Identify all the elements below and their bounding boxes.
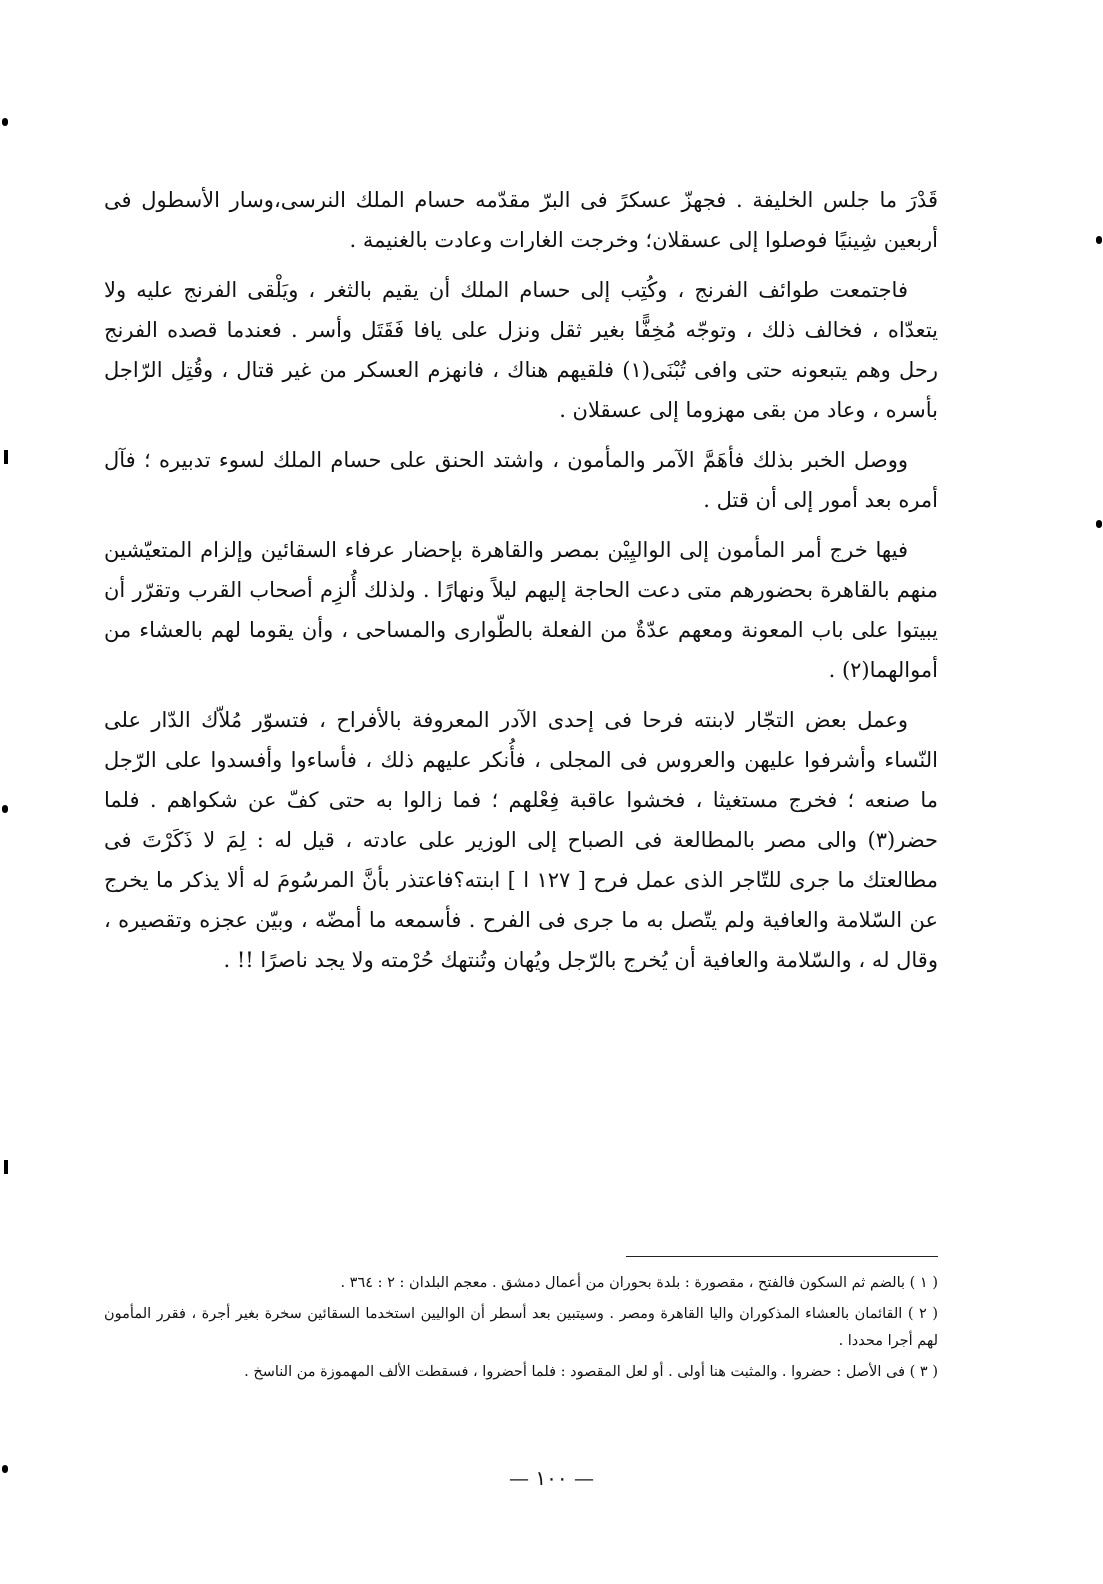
scan-margin-mark <box>2 118 8 126</box>
scan-margin-mark <box>2 1465 8 1473</box>
paragraph-3: ووصل الخبر بذلك فأهَمَّ الآمر والمأمون ، واشتد الحنق على حسام الملك لسوء تدبيره ؛ فآل أمره بعد أمور إلى أن قتل . <box>104 448 938 512</box>
paragraph-1: قَدْرَ ما جلس الخليفة . فجهزّ عسكرً فى البرّ مقدّمه حسام الملك النرسى،وسار الأسطول فى أربعين شِينيًا فوصلوا إلى عسقلان؛ وخرجت الغارات وعادت بالغنيمة . <box>104 188 938 252</box>
footnotes <box>104 1270 938 1390</box>
footnote-3: ( ٣ ) فى الأصل : حضروا . والمثبت هنا أولى . أو لعل المقصود : فلما أحضروا ، فسقطت الألف المهموزة من الناسخ . <box>244 1364 938 1380</box>
footnote-2: ( ٢ ) القائمان بالعشاء المذكوران واليا القاهرة ومصر . وسيتبين بعد أسطر أن الواليين استخدما السقائين سخرة بغير أجرة ، فقرر المأمون لهم أجرا محددا . <box>104 1306 938 1349</box>
scan-margin-mark <box>4 450 8 464</box>
paragraph-4: فيها خرج أمر المأمون إلى الواليِيْن بمصر والقاهرة بإحضار عرفاء السقائين وإلزام المتعيّشين منهم بالقاهرة بحضورهم متى دعت الحاجة إليهم ليلاً ونهارًا . ولذلك أُلزِم أصحاب القرب وتقرّر أن يبيتوا على باب المعونة ومعهم عدّةٌ من الفعلة بالطّوارى والمساحى ، وأن يقوما لهم بالعشاء من أموالهما(٢) . <box>104 538 938 682</box>
page-number: — ١٠٠ — <box>509 1466 594 1490</box>
scan-margin-mark <box>1096 236 1102 244</box>
paragraph-5: وعمل بعض التجّار لابنته فرحا فى إحدى الآدر المعروفة بالأفراح ، فتسوّر مُلاّك الدّار على النّساء وأشرفوا عليهن والعروس فى المجلى ، فأُنكر عليهم ذلك ، فأساءوا وأفسدوا على الرّجل ما صنعه ؛ فخرج مستغيثا ، فخشوا عاقبة فِعْلهم ؛ فما زالوا به حتى كفّ عن شكواهم . فلما حضر(٣) والى مصر بالمطالعة فى الصباح إلى الوزير على عادته ، قيل له : لِمَ لا ذَكَرْتَ فى مطالعتك ما جرى للتّاجر الذى عمل فرح [ ١٢٧ ا ] ابنته؟فاعتذر بأنَّ المرسُومَ له ألا يذكر ما يخرج عن السّلامة والعافية ولم يتّصل به ما جرى فى الفرح . فأسمعه ما أمضّه ، وبيّن عجزه وتقصيره ، وقال له ، والسّلامة والعافية أن يُخرج بالرّجل ويُهان وتُنتهك حُرْمته ولا يجد ناصرًا !! . <box>104 708 938 972</box>
main-text <box>104 180 938 990</box>
scan-margin-mark <box>1096 520 1102 528</box>
paragraph-2: فاجتمعت طوائف الفرنج ، وكُتِب إلى حسام الملك أن يقيم بالثغر ، ويَلْقى الفرنج عليه ولا يتعدّاه ، فخالف ذلك ، وتوجّه مُخِفًّا بغير ثقل ونزل على يافا فَقَتَل وأسر . فعندما قصده الفرنج رحل وهم يتبعونه حتى وافى تُبْنَى(١) فلقيهم هناك ، فانهزم العسكر من غير قتال ، وقُتِل الرّاجل بأسره ، وعاد من بقى مهزوما إلى عسقلان . <box>104 278 938 422</box>
scan-margin-mark <box>2 805 8 813</box>
footnote-divider <box>626 1256 938 1257</box>
footnote-1: ( ١ ) بالضم ثم السكون فالفتح ، مقصورة : بلدة بحوران من أعمال دمشق . معجم البلدان : ٢ : ٣٦٤ . <box>340 1275 938 1291</box>
scan-margin-mark <box>4 1160 8 1174</box>
